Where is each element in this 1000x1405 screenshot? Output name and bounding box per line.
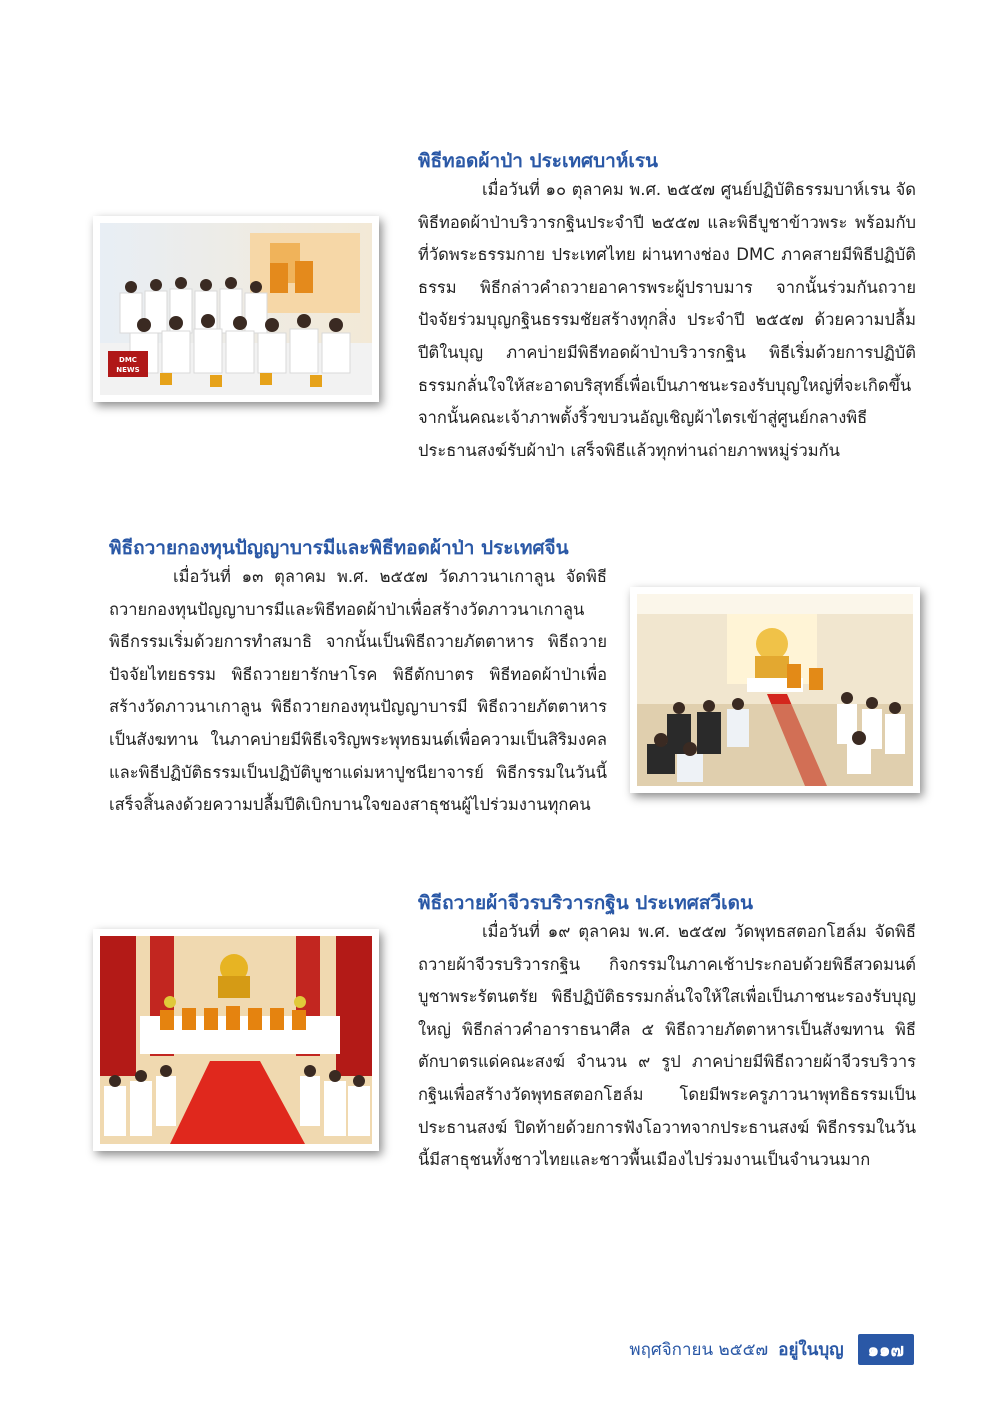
footer-magazine-name: อยู่ในบุญ (778, 1340, 844, 1360)
dmc-news-logo: DMC (119, 356, 137, 364)
page-footer (629, 1334, 914, 1365)
article-1-photo (93, 216, 379, 402)
article-1-title: พิธีทอดผ้าป่า ประเทศบาห์เรน (418, 150, 659, 172)
article-2-title: พิธีถวายกองทุนปัญญาบารมีและพิธีทอดผ้าป่า ประเทศจีน (109, 537, 569, 559)
page-number: ๑๑๗ (858, 1334, 914, 1365)
footer-issue-date: พฤศจิกายน ๒๕๕๗ (629, 1340, 769, 1360)
article-3-title: พิธีถวายผ้าจีวรบริวารกฐิน ประเทศสวีเดน (418, 892, 753, 914)
article-2-body: เมื่อวันที่ ๑๓ ตุลาคม พ.ศ. ๒๕๕๗ วัดภาวนาเกาลูน จัดพิธีถวายกองทุนปัญญาบารมีและพิธีทอดผ้าป่าเพื่อสร้างวัดภาวนาเกาลูน พิธีกรรมเริ่มด้วยการทำสมาธิ จากนั้นเป็นพิธีถวายภัตตาหาร พิธีถวายปัจจัยไทยธรรม พิธีถวายยารักษาโรค พิธีตักบาตร พิธีทอดผ้าป่าเพื่อสร้างวัดภาวนาเกาลูน พิธีถวายกองทุนปัญญาบารมี พิธีถวายภัตตาหารเป็นสังฆทาน ในภาคบ่ายมีพิธีเจริญพระพุทธมนต์เพื่อความเป็นสิริมงคล และพิธีปฏิบัติธรรมเป็นปฏิบัติบูชาแด่มหาปูชนียาจารย์ พิธีกรรมในวันนี้เสร็จสิ้นลงด้วยความปลื้มปีติเบิกบานใจของสาธุชนผู้ไปร่วมงานทุกคน (109, 567, 607, 815)
svg-text:NEWS: NEWS (116, 366, 140, 374)
article-2-photo (630, 587, 920, 793)
article-1-body: เมื่อวันที่ ๑๐ ตุลาคม พ.ศ. ๒๕๕๗ ศูนย์ปฏิบัติธรรมบาห์เรน จัดพิธีทอดผ้าป่าบริวารกฐินประจำปี ๒๕๕๗ และพิธีบูชาข้าวพระ พร้อมกับที่วัดพระธรรมกาย ประเทศไทย ผ่านทางช่อง DMC ภาคสายมีพิธีปฏิบัติธรรม พิธีกล่าวคำถวายอาคารพระผู้ปราบมาร จากนั้นร่วมกันถวายปัจจัยร่วมบุญกฐินธรรมชัยสร้างทุกสิ่ง ประจำปี ๒๕๕๗ ด้วยความปลื้มปีติในบุญ ภาคบ่ายมีพิธีทอดผ้าป่าบริวารกฐิน พิธีเริ่มด้วยการปฏิบัติธรรมกลั่นใจให้สะอาดบริสุทธิ์เพื่อเป็นภาชนะรองรับบุญใหญ่ที่จะเกิดขึ้น จากนั้นคณะเจ้าภาพตั้งริ้วขบวนอัญเชิญผ้าไตรเข้าสู่ศูนย์กลางพิธี ประธานสงฆ์รับผ้าป่า เสร็จพิธีแล้วทุกท่านถ่ายภาพหมู่ร่วมกัน (418, 180, 916, 460)
article-3-body: เมื่อวันที่ ๑๙ ตุลาคม พ.ศ. ๒๕๕๗ วัดพุทธสตอกโฮล์ม จัดพิธีถวายผ้าจีวรบริวารกฐิน กิจกรรมในภาคเช้าประกอบด้วยพิธีสวดมนต์บูชาพระรัตนตรัย พิธีปฏิบัติธรรมกลั่นใจให้ใสเพื่อเป็นภาชนะรองรับบุญใหญ่ พิธีกล่าวคำอาราธนาศีล ๕ พิธีถวายภัตตาหารเป็นสังฆทาน พิธีตักบาตรแด่คณะสงฆ์ จำนวน ๙ รูป ภาคบ่ายมีพิธีถวายผ้าจีวรบริวารกฐินเพื่อสร้างวัดพุทธสตอกโฮล์ม โดยมีพระครูภาวนาพุทธิธรรมเป็นประธานสงฆ์ ปิดท้ายด้วยการฟังโอวาทจากประธานสงฆ์ พิธีกรรมในวันนี้มีสาธุชนทั้งชาวไทยและชาวพื้นเมืองไปร่วมงานเป็นจำนวนมาก (418, 922, 916, 1170)
article-3-photo (93, 929, 379, 1151)
